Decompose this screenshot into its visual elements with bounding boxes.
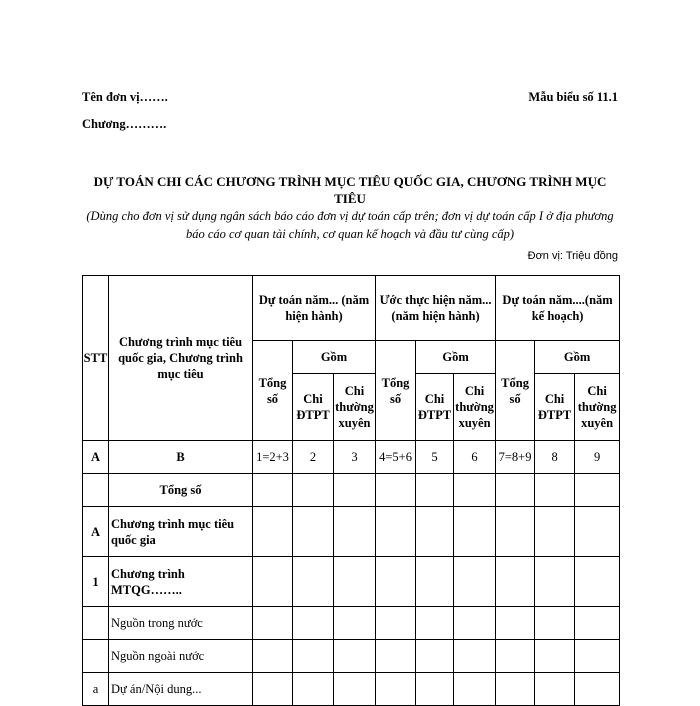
index-row bbox=[83, 441, 620, 474]
row-stt: A bbox=[83, 507, 109, 557]
index-cell: 9 bbox=[575, 441, 620, 474]
budget-table bbox=[82, 275, 620, 706]
row-label: Nguồn trong nước bbox=[109, 607, 253, 640]
row-stt bbox=[83, 474, 109, 507]
header-stt: STT bbox=[83, 276, 109, 441]
header-group-estimated-execution: Ước thực hiện năm... (năm hiện hành) bbox=[376, 276, 496, 341]
row-label: Tổng số bbox=[109, 474, 253, 507]
index-cell: 5 bbox=[416, 441, 454, 474]
currency-unit-label: Đơn vị: Triệu đồng bbox=[527, 250, 618, 262]
table-row-total bbox=[83, 474, 620, 507]
index-cell: B bbox=[109, 441, 253, 474]
header-recurrent-spending: Chi thường xuyên bbox=[334, 374, 376, 441]
header-recurrent-spending: Chi thường xuyên bbox=[454, 374, 496, 441]
header-row-groups bbox=[83, 276, 620, 341]
index-cell: 3 bbox=[334, 441, 376, 474]
header-included: Gồm bbox=[416, 341, 496, 374]
table-row-program-mtqg bbox=[83, 557, 620, 607]
index-cell: 1=2+3 bbox=[253, 441, 293, 474]
form-number-label: Mẫu biểu số 11.1 bbox=[528, 90, 618, 104]
header-included: Gồm bbox=[293, 341, 376, 374]
table-row-foreign-source bbox=[83, 640, 620, 673]
index-cell: A bbox=[83, 441, 109, 474]
row-stt: 1 bbox=[83, 557, 109, 607]
header-included: Gồm bbox=[535, 341, 620, 374]
row-label: Chương trình MTQG…….. bbox=[109, 557, 253, 607]
index-cell: 7=8+9 bbox=[496, 441, 535, 474]
table-row-domestic-source bbox=[83, 607, 620, 640]
row-label: Chương trình mục tiêu quốc gia bbox=[109, 507, 253, 557]
row-label: Dự án/Nội dung... bbox=[109, 673, 253, 706]
header-total: Tổng số bbox=[253, 341, 293, 441]
index-cell: 8 bbox=[535, 441, 575, 474]
header-recurrent-spending: Chi thường xuyên bbox=[575, 374, 620, 441]
header-dev-spending: Chi ĐTPT bbox=[416, 374, 454, 441]
row-stt: a bbox=[83, 673, 109, 706]
header-program: Chương trình mục tiêu quốc gia, Chương trình mục tiêu bbox=[109, 276, 253, 441]
table-row-national-program bbox=[83, 507, 620, 557]
header-dev-spending: Chi ĐTPT bbox=[293, 374, 334, 441]
index-cell: 6 bbox=[454, 441, 496, 474]
table-row-project bbox=[83, 673, 620, 706]
index-cell: 2 bbox=[293, 441, 334, 474]
header-dev-spending: Chi ĐTPT bbox=[535, 374, 575, 441]
unit-name-label: Tên đơn vị……. bbox=[82, 90, 168, 104]
row-label: Nguồn ngoài nước bbox=[109, 640, 253, 673]
chapter-label: Chương………. bbox=[82, 117, 167, 131]
index-cell: 4=5+6 bbox=[376, 441, 416, 474]
row-stt bbox=[83, 640, 109, 673]
header-group-plan-estimate: Dự toán năm....(năm kế hoạch) bbox=[496, 276, 620, 341]
header-total: Tổng số bbox=[376, 341, 416, 441]
header-total: Tổng số bbox=[496, 341, 535, 441]
row-stt bbox=[83, 607, 109, 640]
document-subtitle: (Dùng cho đơn vị sử dụng ngân sách báo cáo đơn vị dự toán cấp trên; đơn vị dự toán cấp I ở địa phương báo cáo cơ quan tài chính, cơ quan kế hoạch và đầu tư cùng cấp) bbox=[86, 209, 614, 241]
header-group-current-estimate: Dự toán năm... (năm hiện hành) bbox=[253, 276, 376, 341]
document-title: DỰ TOÁN CHI CÁC CHƯƠNG TRÌNH MỤC TIÊU QUỐC GIA, CHƯƠNG TRÌNH MỤC TIÊU bbox=[93, 174, 607, 206]
